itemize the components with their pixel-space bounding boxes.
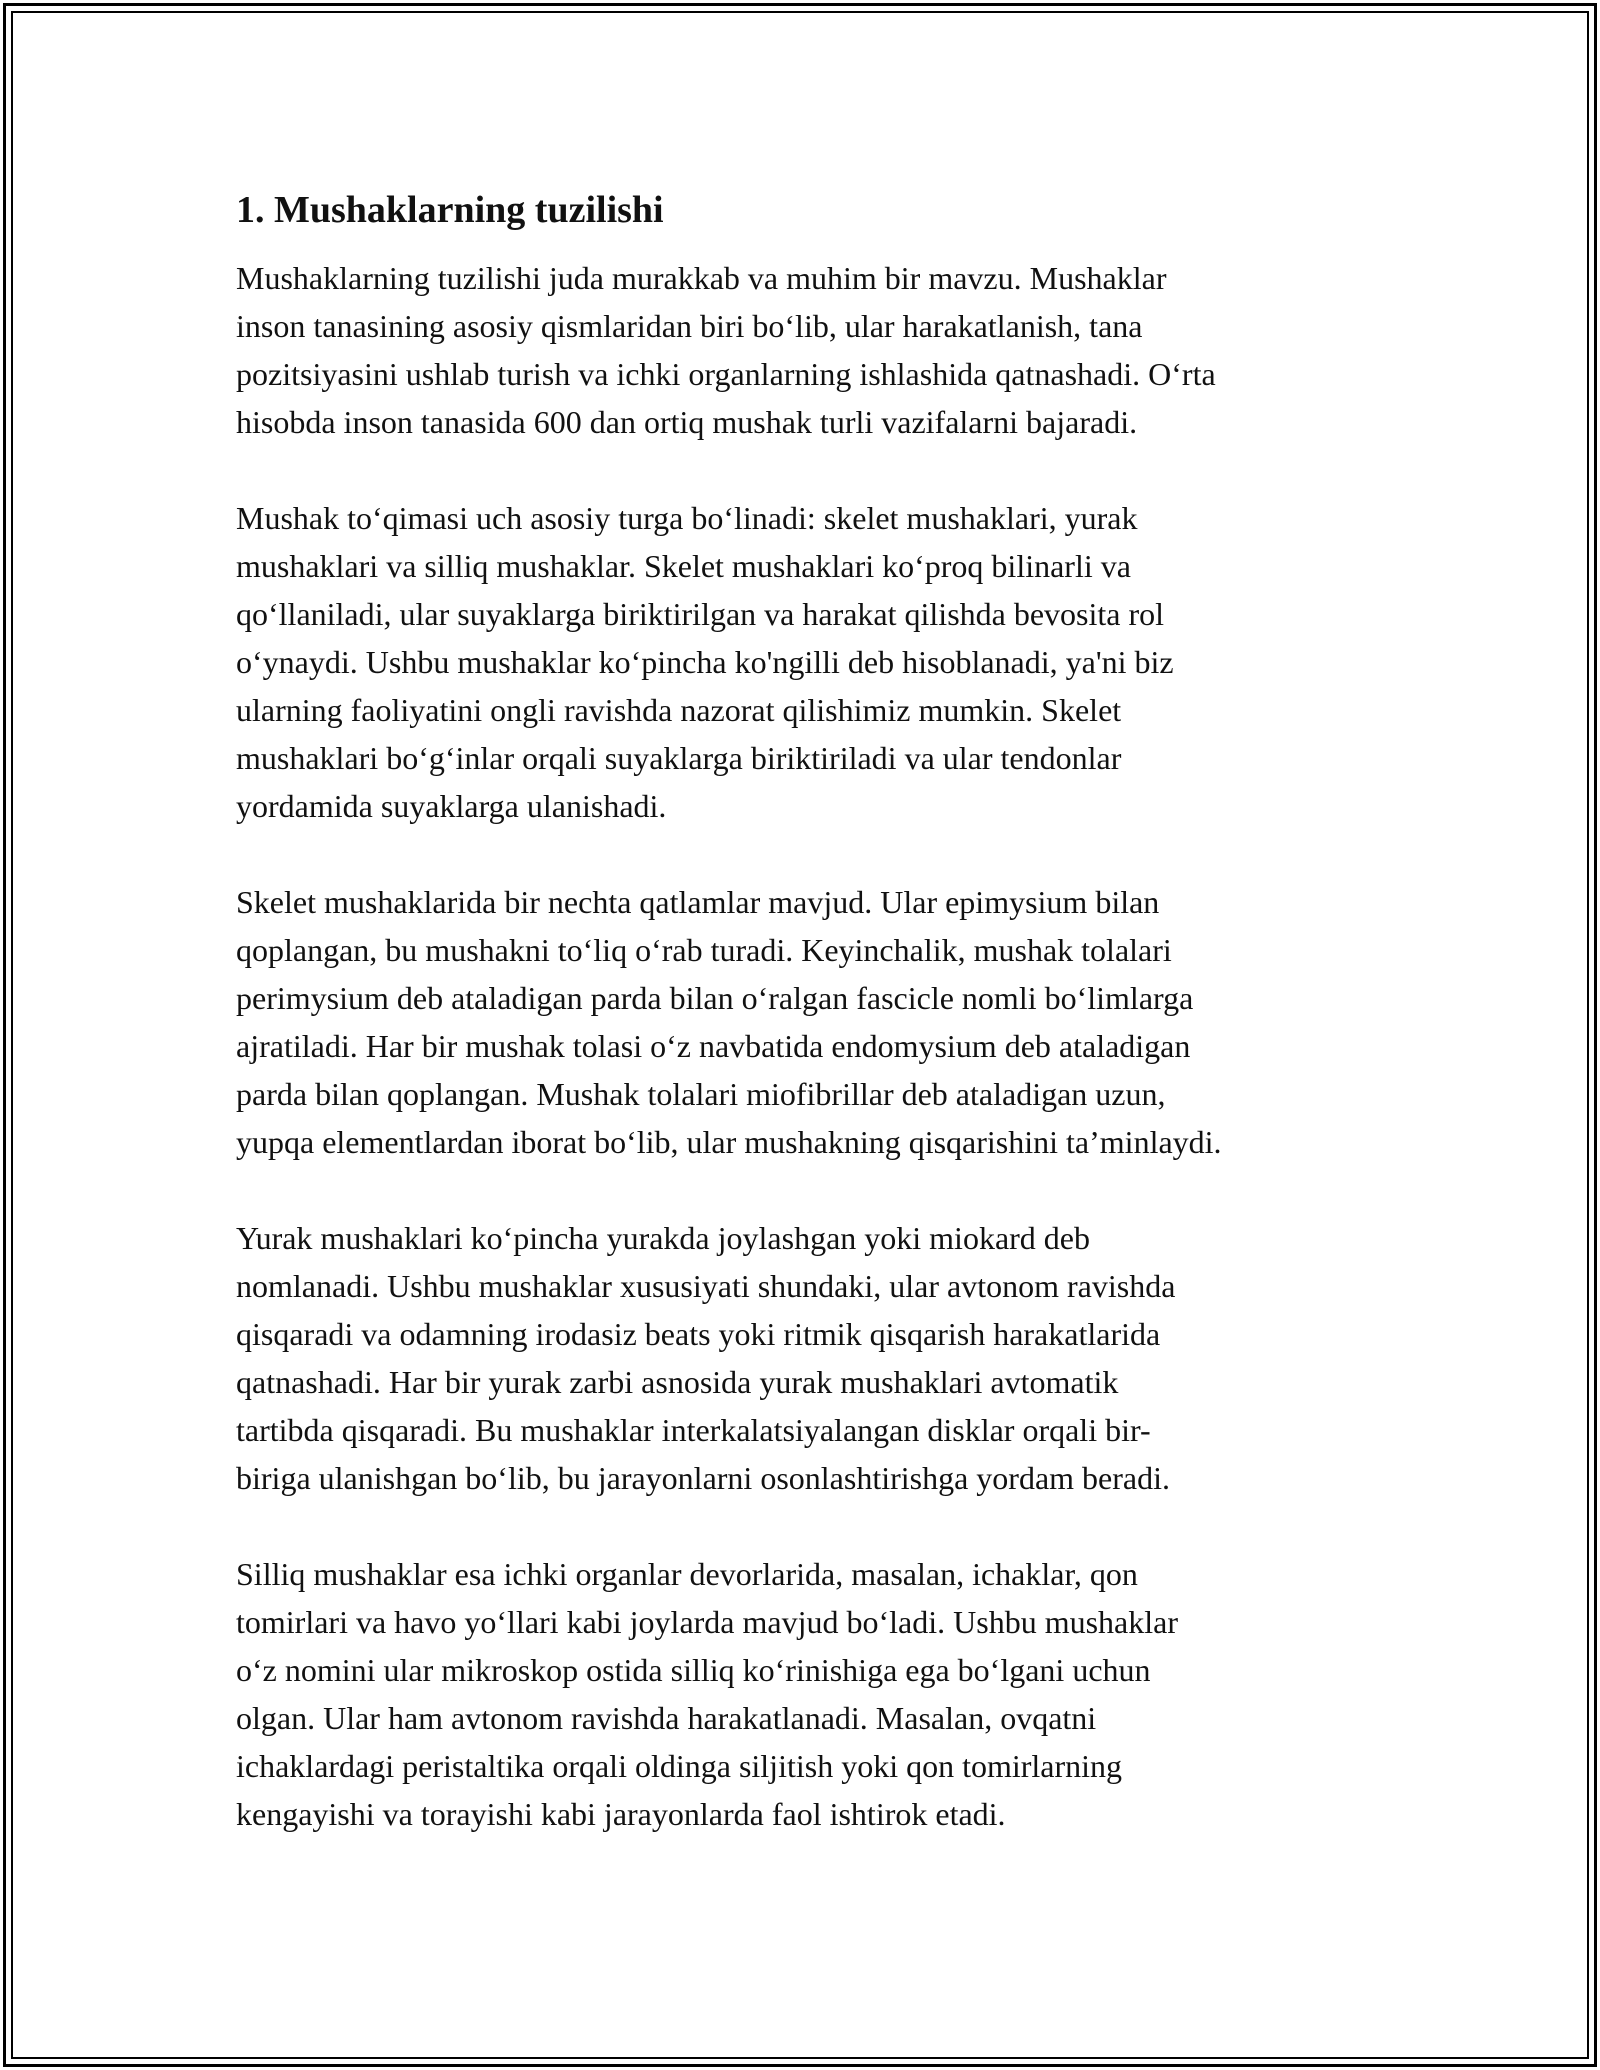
paragraph-line: Skelet mushaklarida bir nechta qatlamlar mavjud. Ular epimysium bilan: [236, 884, 1160, 920]
paragraph-line: tartibda qisqaradi. Bu mushaklar interkalatsiyalangan disklar orqali bir-: [236, 1412, 1151, 1448]
paragraph-line: mushaklari bo‘g‘inlar orqali suyaklarga biriktiriladi va ular tendonlar: [236, 740, 1122, 776]
paragraph-line: Yurak mushaklari ko‘pincha yurakda joylashgan yoki miokard deb: [236, 1220, 1090, 1256]
paragraph-line: Silliq mushaklar esa ichki organlar devorlarida, masalan, ichaklar, qon: [236, 1556, 1138, 1592]
paragraph-line: olgan. Ular ham avtonom ravishda harakatlanadi. Masalan, ovqatni: [236, 1700, 1097, 1736]
paragraph-line: hisobda inson tanasida 600 dan ortiq mushak turli vazifalarni bajaradi.: [236, 404, 1138, 440]
paragraph-line: qisqaradi va odamning irodasiz beats yoki ritmik qisqarish harakatlarida: [236, 1316, 1161, 1352]
paragraph-line: qo‘llaniladi, ular suyaklarga biriktirilgan va harakat qilishda bevosita rol: [236, 596, 1165, 632]
paragraph-line: qoplangan, bu mushakni to‘liq o‘rab turadi. Keyinchalik, mushak tolalari: [236, 932, 1172, 968]
document-body: [236, 186, 1376, 1886]
paragraph-line: tomirlari va havo yo‘llari kabi joylarda mavjud bo‘ladi. Ushbu mushaklar: [236, 1604, 1178, 1640]
paragraph-line: perimysium deb ataladigan parda bilan o‘ralgan fascicle nomli bo‘limlarga: [236, 980, 1194, 1016]
paragraph-line: ularning faoliyatini ongli ravishda nazorat qilishimiz mumkin. Skelet: [236, 692, 1122, 728]
paragraph-line: inson tanasining asosiy qismlaridan biri bo‘lib, ular harakatlanish, tana: [236, 308, 1143, 344]
paragraph-line: yordamida suyaklarga ulanishadi.: [236, 788, 667, 824]
paragraph-3: [236, 878, 1376, 1166]
paragraph-line: o‘ynaydi. Ushbu mushaklar ko‘pincha ko'ngilli deb hisoblanadi, ya'ni biz: [236, 644, 1174, 680]
paragraph-line: o‘z nomini ular mikroskop ostida silliq ko‘rinishiga ega bo‘lgani uchun: [236, 1652, 1151, 1688]
paragraph-line: biriga ulanishgan bo‘lib, bu jarayonlarni osonlashtirishga yordam beradi.: [236, 1460, 1170, 1496]
paragraph-line: ichaklardagi peristaltika orqali oldinga siljitish yoki qon tomirlarning: [236, 1748, 1123, 1784]
paragraph-line: ajratiladi. Har bir mushak tolasi o‘z navbatida endomysium deb ataladigan: [236, 1028, 1191, 1064]
paragraph-line: Mushak to‘qimasi uch asosiy turga bo‘linadi: skelet mushaklari, yurak: [236, 500, 1138, 536]
paragraph-1: [236, 254, 1376, 446]
paragraph-line: qatnashadi. Har bir yurak zarbi asnosida yurak mushaklari avtomatik: [236, 1364, 1119, 1400]
paragraph-line: parda bilan qoplangan. Mushak tolalari miofibrillar deb ataladigan uzun,: [236, 1076, 1166, 1112]
paragraph-5: [236, 1550, 1376, 1838]
paragraph-line: kengayishi va torayishi kabi jarayonlarda faol ishtirok etadi.: [236, 1796, 1006, 1832]
paragraph-line: mushaklari va silliq mushaklar. Skelet mushaklari ko‘proq bilinarli va: [236, 548, 1131, 584]
section-heading: 1. Mushaklarning tuzilishi: [236, 189, 664, 231]
paragraph-line: Mushaklarning tuzilishi juda murakkab va muhim bir mavzu. Mushaklar: [236, 260, 1167, 296]
paragraph-2: [236, 494, 1376, 830]
paragraph-line: yupqa elementlardan iborat bo‘lib, ular mushakning qisqarishini ta’minlaydi.: [236, 1124, 1222, 1160]
paragraph-line: pozitsiyasini ushlab turish va ichki organlarning ishlashida qatnashadi. O‘rta: [236, 356, 1216, 392]
paragraph-line: nomlanadi. Ushbu mushaklar xususiyati shundaki, ular avtonom ravishda: [236, 1268, 1176, 1304]
paragraph-4: [236, 1214, 1376, 1502]
